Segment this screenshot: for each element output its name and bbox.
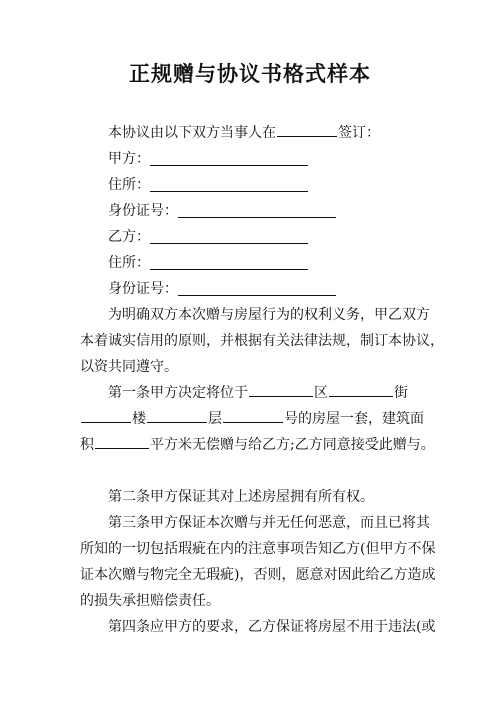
preamble-line: 为明确双方本次赠与房屋行为的权利义务，甲乙双方 [108,307,430,323]
party-field-row [80,250,422,276]
party-field-row [80,276,422,302]
article-3-line: 所知的一切包括瑕疵在内的注意事项告知乙方(但甲方不保 [80,541,436,557]
article-1-line [80,380,422,406]
article-1-text: 平方米无偿赠与给乙方;乙方同意接受此赠与。 [150,437,435,453]
building-blank [81,407,131,423]
party-field-row [80,198,422,224]
document-title: 正规赠与协议书格式样本 [129,61,371,86]
party-field-row [80,172,422,198]
article-1-text: 楼 [132,411,146,427]
paragraph-gap [80,458,422,484]
party-field-blank [150,149,308,166]
floor-blank [147,407,207,423]
article-1-line [80,432,435,458]
article-3-line: 的损失承担赔偿责任。 [80,593,220,609]
intro-text-after: 签订： [338,125,380,141]
article-1-text: 号的房屋一套，建筑面 [284,411,424,427]
party-field-label: 身份证号： [108,203,178,219]
party-field-label: 甲方： [108,151,150,167]
party-field-row [80,224,422,250]
party-field-blank [150,227,308,244]
area-blank [95,433,149,449]
number-blank [223,407,283,423]
article-3-line: 证本次赠与物完全无瑕疵)，否则，愿意对因此给乙方造成 [80,567,436,583]
article-1-text: 区 [314,385,328,401]
article-3-line: 第三条甲方保证本次赠与并无任何恶意，而且已将其 [108,515,430,531]
preamble-line: 本着诚实信用的原则，并根据有关法律法规，制订本协议， [80,333,444,349]
street-blank [329,381,393,397]
article-1-text: 街 [394,385,408,401]
party-field-label: 身份证号： [108,281,178,297]
intro-line [80,120,422,146]
party-field-row [80,146,422,172]
party-field-blank [178,279,336,296]
party-field-label: 住所： [108,177,150,193]
party-fields [80,146,422,302]
party-field-blank [178,201,336,218]
party-field-blank [150,253,308,270]
party-field-label: 住所： [108,255,150,271]
party-field-label: 乙方： [108,229,150,245]
article-1-text: 第一条甲方决定将位于 [108,385,248,401]
preamble-line: 以资共同遵守。 [80,359,178,375]
intro-text-before: 本协议由以下双方当事人在 [108,125,276,141]
document-body [80,120,444,640]
article-1-line [80,406,422,432]
article-1-text: 积 [80,437,94,453]
district-blank [249,381,313,397]
date-place-blank [277,121,337,137]
article-2-line: 第二条甲方保证其对上述房屋拥有所有权。 [108,489,374,505]
article-1-text: 层 [208,411,222,427]
article-4-line: 第四条应甲方的要求，乙方保证将房屋不用于违法(或 [108,619,436,635]
party-field-blank [150,175,308,192]
